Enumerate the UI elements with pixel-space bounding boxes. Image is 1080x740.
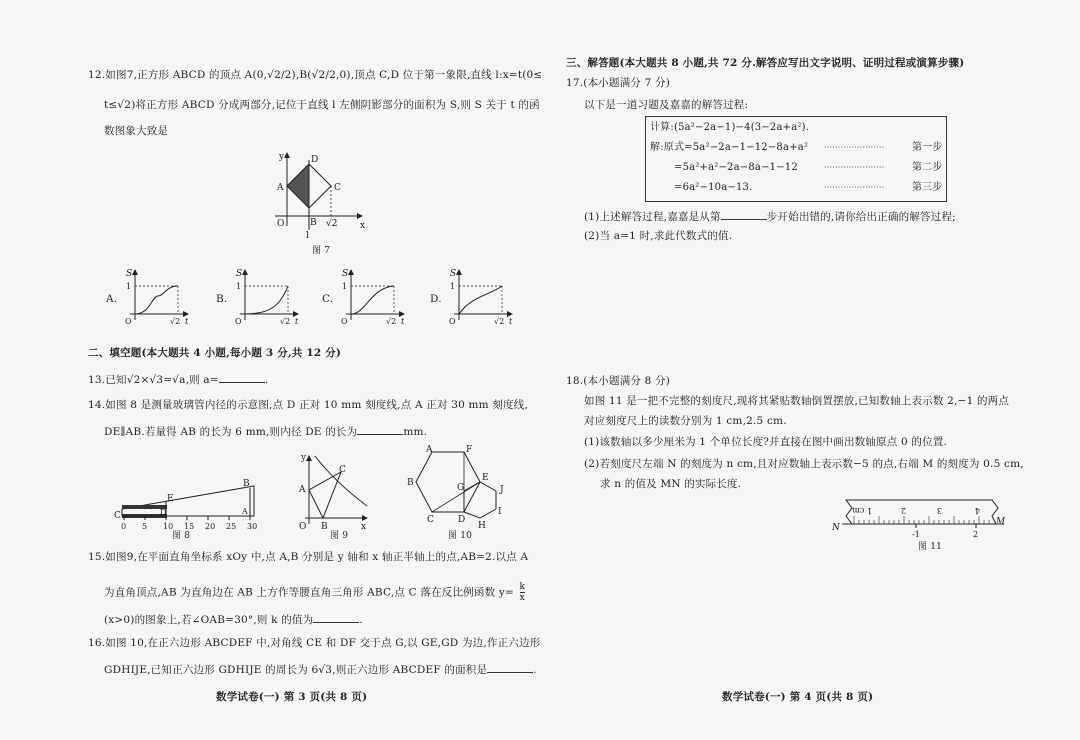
f10-A: A [426, 445, 433, 455]
leader-dots: ······················ [824, 183, 885, 192]
svg-text:O: O [341, 317, 348, 326]
q17-intro: 以下是一道习题及嘉嘉的解答过程: [584, 99, 749, 111]
axis-2: 2 [973, 530, 979, 539]
f10-H: H [478, 521, 486, 531]
option-letter: D. [430, 293, 442, 305]
label-D: D [311, 155, 319, 165]
solution-box [645, 116, 947, 202]
f9-B: B [321, 522, 328, 532]
f10-B: B [407, 478, 414, 488]
q12-line1: 12.如图7,正方形 ABCD 的顶点 A(0,√2/2),B(√2/2,0),顶点 C,D 位于第一象限,直线 l:x=t(0≤ [88, 69, 543, 81]
footer-right: 数学试卷(一) 第 4 页(共 8 页) [722, 691, 874, 703]
f8-tick-label: 15 [184, 522, 195, 531]
solution-line: 解:原式=5a²−2a−1−12−8a+a² [650, 142, 809, 153]
f9-C: C [339, 465, 346, 475]
f8-A: A [242, 507, 248, 516]
step-label: 第二步 [912, 162, 943, 173]
q18-line1: 如图 11 是一把不完整的刻度尺,现将其紧贴数轴倒置摆放,已知数轴上表示数 2,−1 的两点 [584, 395, 1010, 407]
label-l: l [306, 231, 309, 241]
option-axes [120, 266, 192, 330]
q17-p1-end: 步开始出错的,请你给出正确的解答过程; [766, 211, 956, 223]
q15-line2 [104, 582, 525, 603]
svg-text:t: t [509, 317, 513, 326]
f8-tick-label: 5 [142, 522, 148, 531]
svg-text:O: O [125, 317, 132, 326]
svg-text:1: 1 [236, 282, 242, 291]
svg-text:√2: √2 [494, 317, 505, 326]
fig8-caption: 图 8 [172, 531, 191, 541]
svg-text:S: S [236, 269, 243, 279]
fig9-caption: 图 9 [330, 531, 349, 541]
label-x: x [360, 221, 366, 231]
step-label: 第一步 [912, 142, 943, 153]
svg-text:t: t [295, 317, 299, 326]
q15-blank [313, 612, 359, 623]
q15-text: 为直角顶点,AB 为直角边在 AB 上方作等腰直角三角形 ABC,点 C 落在反比例函数 y= [104, 586, 514, 599]
hexagon-abcdef [416, 452, 480, 512]
fig7-caption: 图 7 [312, 246, 331, 256]
step-label: 第三步 [912, 182, 943, 193]
option-a-graph [96, 266, 196, 332]
svg-text:1: 1 [126, 282, 132, 291]
q16-line1: 16.如图 10,在正六边形 ABCDEF 中,对角线 CE 和 DF 交于点 G,以 GE,GD 为边,作正六边形 [88, 637, 541, 649]
f10-E: E [482, 473, 489, 483]
q18-line2: 对应刻度尺上的读数分别为 1 cm,2.5 cm. [584, 415, 787, 427]
f10-F: F [466, 445, 473, 455]
q18-p2b: 求 n 的值及 MN 的实际长度. [600, 478, 742, 490]
shaded-region [287, 164, 309, 208]
label-B: B [310, 218, 317, 228]
section-2-heading: 二、填空题(本大题共 4 小题,每小题 3 分,共 12 分) [88, 347, 342, 359]
svg-text:t: t [401, 317, 405, 326]
svg-text:√2: √2 [386, 317, 397, 326]
ruler-1cm: 1 cm [852, 506, 872, 515]
svg-text:t: t [185, 317, 189, 326]
svg-text:1: 1 [450, 282, 456, 291]
q18-p1: (1)该数轴以多少厘米为 1 个单位长度?并直接在图中画出数轴原点 0 的位置. [584, 436, 948, 448]
q13-blank [219, 372, 265, 383]
q17-title: 17.(本小题满分 7 分) [566, 77, 671, 89]
label-C: C [334, 183, 341, 193]
svg-text:S: S [450, 269, 457, 279]
svg-text:O: O [449, 317, 456, 326]
q18-p2: (2)若刻度尺左端 N 的刻度为 n cm,且对应数轴上表示数−5 的点,右端 M 的刻度为 0.5 cm, [584, 458, 1024, 470]
f10-I: I [498, 507, 502, 517]
q17-p1 [584, 209, 956, 224]
q14-line1: 14.如图 8 是测量玻璃管内径的示意图,点 D 正对 10 mm 刻度线,点 A 正对 30 mm 刻度线, [88, 399, 528, 411]
q14-line2 [104, 424, 427, 439]
option-letter: A. [106, 293, 118, 305]
f9-x: x [361, 522, 367, 532]
q15-line3 [104, 612, 363, 627]
frac-den: x [519, 593, 525, 603]
option-b-graph [206, 266, 306, 332]
q12-line2: t≤√2)将正方形 ABCD 分成两部分,记位于直线 l 左侧阴影部分的面积为 S,则 S 关于 t 的函 [104, 99, 540, 111]
option-axes [336, 266, 408, 330]
q12-line3: 数图象大致是 [104, 125, 169, 137]
svg-text:S: S [126, 269, 133, 279]
f8-E: E [167, 494, 174, 504]
f9-A: A [299, 485, 306, 495]
figure-10 [402, 444, 522, 534]
f9-y: y [301, 453, 307, 463]
leader-dots: ······················ [824, 143, 885, 152]
leader-dots: ······················ [824, 163, 885, 172]
q15-end: . [359, 614, 363, 626]
label-M: M [996, 517, 1006, 527]
label-O: O [277, 219, 285, 229]
q16-blank [487, 662, 533, 673]
q15-text3: (x>0)的图象上,若∠OAB=30°,则 k 的值为 [104, 614, 314, 626]
q14-end: mm. [403, 426, 428, 438]
f10-D: D [458, 515, 466, 525]
option-letter: C. [322, 293, 334, 305]
q18-title: 18.(本小题满分 8 分) [566, 375, 671, 387]
solution-line: =6a²−10a−13. [674, 182, 753, 193]
f10-C: C [427, 515, 434, 525]
q13 [88, 372, 268, 387]
footer-left: 数学试卷(一) 第 3 页(共 8 页) [216, 691, 368, 703]
hexagon-gdhije [464, 482, 496, 518]
fig10-caption: 图 10 [448, 531, 473, 541]
svg-text:O: O [235, 317, 242, 326]
option-axes [230, 266, 302, 330]
f8-tick-label: 0 [121, 522, 127, 531]
ruler-4: 4 [974, 506, 980, 515]
q16-end: . [533, 664, 537, 676]
option-c-graph [312, 266, 412, 332]
svg-text:S: S [342, 269, 349, 279]
solution-line: 计算:(5a²−2a−1)−4(3−2a+a²). [650, 122, 810, 133]
fig11-caption: 图 11 [918, 542, 943, 552]
label-y: y [279, 152, 285, 162]
ruler-2: 2 [900, 506, 906, 515]
f10-J: J [500, 485, 504, 495]
label-N: N [832, 523, 840, 533]
frac-num: k [519, 582, 526, 592]
q16-line2 [104, 662, 537, 677]
q14-text: DE∥AB.若量得 AB 的长为 6 mm,则内径 DE 的长为 [104, 426, 358, 438]
q16-text: GDHIJE,已知正六边形 GDHIJE 的周长为 6√3,则正六边形 ABCDEF 的面积是 [104, 664, 488, 676]
f8-tick-label: 25 [226, 522, 237, 531]
figure-7 [270, 148, 370, 258]
q15-line1: 15.如图9,在平面直角坐标系 xOy 中,点 A,B 分别是 y 轴和 x 轴正半轴上的点,AB=2.以点 A [88, 551, 529, 563]
axis-minus1: -1 [912, 530, 920, 539]
q13-text: 13.已知√2×√3=√a,则 a= [88, 374, 219, 386]
q17-p2: (2)当 a=1 时,求此代数式的值. [584, 230, 733, 242]
hyperbola [315, 456, 367, 506]
f8-tick-label: 10 [163, 522, 174, 531]
q14-blank [357, 424, 403, 435]
triangle-abc [309, 472, 341, 518]
figure-9 [295, 452, 375, 532]
q17-p1-text: (1)上述解答过程,嘉嘉是从第 [584, 211, 721, 223]
ruler-wedge [122, 486, 254, 516]
solution-line: =5a²+a²−2a−8a−1−12 [674, 162, 798, 173]
q13-end: . [264, 374, 269, 386]
f9-O: O [299, 522, 307, 532]
svg-text:√2: √2 [170, 317, 181, 326]
f8-tick-label: 30 [247, 522, 258, 531]
q17-blank [721, 209, 767, 220]
f8-B: B [243, 479, 250, 489]
option-d-graph [420, 266, 520, 332]
option-axes [444, 266, 516, 330]
f8-C: C [114, 511, 121, 521]
label-sqrt2: √2 [326, 219, 338, 229]
f8-tick-label: 20 [205, 522, 216, 531]
fraction-k-over-x [520, 582, 526, 603]
f10-G: G [457, 483, 465, 493]
svg-text:√2: √2 [280, 317, 291, 326]
label-A: A [277, 183, 284, 193]
option-letter: B. [216, 293, 228, 305]
section-3-heading: 三、解答题(本大题共 8 小题,共 72 分.解答应写出文字说明、证明过程或演算步骤) [566, 57, 965, 69]
ruler-3: 3 [936, 506, 942, 515]
f8-D: D [160, 508, 167, 517]
svg-text:1: 1 [342, 282, 348, 291]
